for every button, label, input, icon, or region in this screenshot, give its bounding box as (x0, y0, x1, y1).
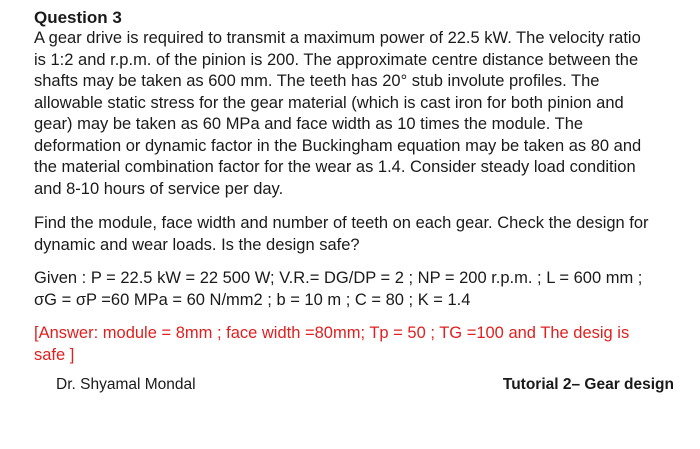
problem-line: allowable static stress for the gear material (which is cast iron for both pinion and (34, 93, 624, 112)
answer-line: safe ] (34, 345, 75, 364)
task-line: Find the module, face width and number of teeth on each gear. Check the design for (34, 214, 649, 232)
answer-block (34, 323, 694, 366)
given-line: σG = σP =60 MPa = 60 N/mm2 ; b = 10 m ; C = 80 ; K = 1.4 (34, 290, 471, 309)
tutorial-title: Tutorial 2– Gear design (502, 376, 674, 393)
problem-line: A gear drive is required to transmit a maximum power of 22.5 kW. The velocity ratio (34, 29, 641, 47)
task-statement (34, 213, 694, 256)
answer-line: [Answer: module = 8mm ; face width =80mm; Tp = 50 ; TG =100 and The desig is (34, 324, 630, 342)
question-title: Question 3 (34, 8, 122, 27)
problem-line: is 1:2 and r.p.m. of the pinion is 200. The approximate centre distance between the (34, 50, 639, 69)
problem-line: the material combination factor for the wear as 1.4. Consider steady load condition (34, 158, 636, 176)
given-data (34, 268, 694, 311)
given-line: Given : P = 22.5 kW = 22 500 W; V.R.= DG/DP = 2 ; NP = 200 r.p.m. ; L = 600 mm ; (34, 269, 643, 287)
author-name: Dr. Shyamal Mondal (56, 376, 196, 393)
problem-line: gear) may be taken as 60 MPa and face width as 10 times the module. The (34, 115, 584, 133)
problem-line: deformation or dynamic factor in the Buckingham equation may be taken as 80 and (34, 136, 642, 155)
problem-line: shafts may be taken as 600 mm. The teeth has 20° stub involute profiles. The (34, 72, 600, 90)
problem-statement (34, 28, 694, 200)
question-block (34, 8, 694, 366)
task-line: dynamic and wear loads. Is the design safe? (34, 235, 360, 254)
problem-line: and 8-10 hours of service per day. (34, 179, 284, 198)
